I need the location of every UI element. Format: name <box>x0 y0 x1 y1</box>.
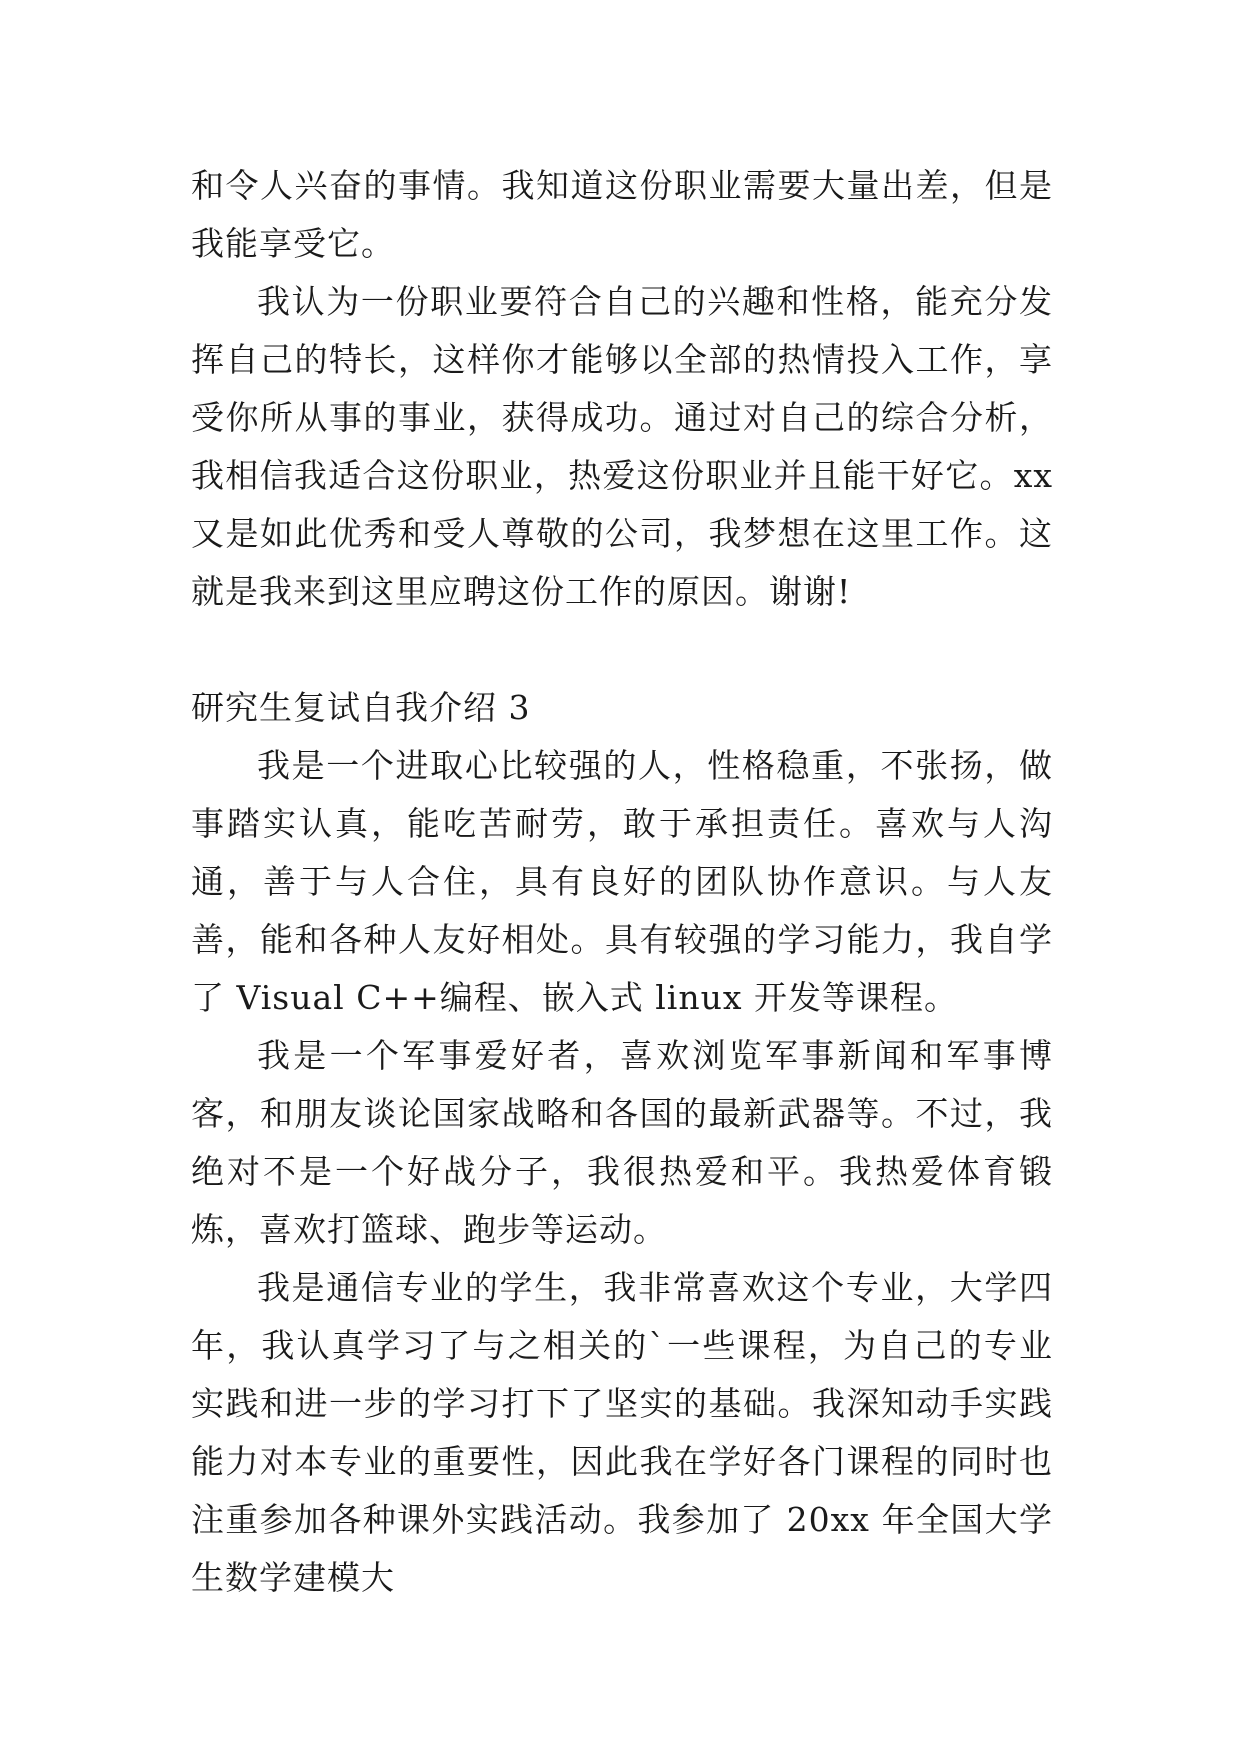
paragraph-personality: 我是一个进取心比较强的人，性格稳重，不张扬，做事踏实认真，能吃苦耐劳，敢于承担责任。喜欢与人沟通，善于与人合住，具有良好的团队协作意识。与人友善，能和各种人友好相处。具有较强的学习能力，我自学了 Visual C++编程、嵌入式 linux 开发等课程。 <box>191 746 1053 1017</box>
paragraph-continuation: 和令人兴奋的事情。我知道这份职业需要大量出差，但是我能享受它。 <box>191 166 1053 263</box>
paragraph-hobbies: 我是一个军事爱好者，喜欢浏览军事新闻和军事博客，和朋友谈论国家战略和各国的最新武器等。不过，我绝对不是一个好战分子，我很热爱和平。我热爱体育锻炼，喜欢打篮球、跑步等运动。 <box>191 1036 1053 1249</box>
paragraph-major: 我是通信专业的学生，我非常喜欢这个专业，大学四年，我认真学习了与之相关的`一些课程，为自己的专业实践和进一步的学习打下了坚实的基础。我深知动手实践能力对本专业的重要性，因此我在学好各门课程的同时也注重参加各种课外实践活动。我参加了 20xx 年全国大学生数学建模大 <box>191 1268 1053 1597</box>
section-heading: 研究生复试自我介绍 3 <box>191 688 531 727</box>
document-body <box>191 157 1053 1607</box>
paragraph-career-fit: 我认为一份职业要符合自己的兴趣和性格，能充分发挥自己的特长，这样你才能够以全部的热情投入工作，享受你所从事的事业，获得成功。通过对自己的综合分析，我相信我适合这份职业，热爱这份职业并且能干好它。xx 又是如此优秀和受人尊敬的公司，我梦想在这里工作。这就是我来到这里应聘这份工作的原因。谢谢! <box>191 282 1053 611</box>
